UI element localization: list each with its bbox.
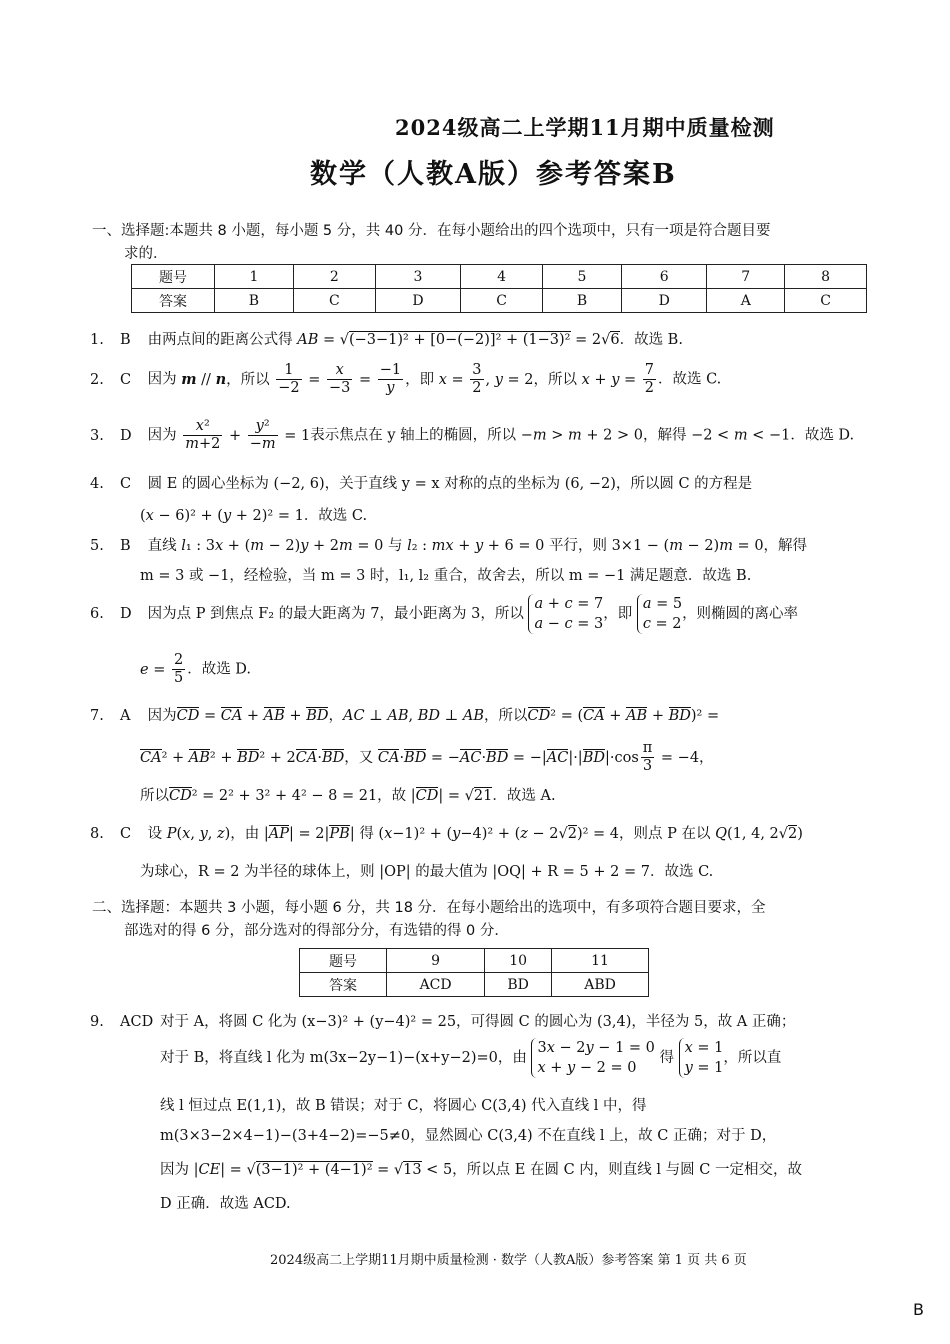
solution-6 bbox=[90, 594, 798, 634]
table-cell: 3 bbox=[375, 265, 460, 289]
question-answer: B bbox=[120, 538, 131, 554]
question-answer: C bbox=[120, 826, 132, 842]
solution-9-line4: m(3×3−2×4−1)−(3+4−2)=−5≠0，显然圆心 C(3,4) 不在直线 l 上，故 C 正确；对于 D， bbox=[160, 1128, 777, 1144]
solution-text: 圆 E 的圆心坐标为 (−2, 6)，关于直线 y = x 对称的点的坐标为 (6, −2)，所以圆 C 的方程是 bbox=[147, 476, 753, 492]
table-cell: ACD bbox=[387, 973, 485, 997]
table-cell: 10 bbox=[485, 949, 552, 973]
table-cell: 8 bbox=[785, 265, 867, 289]
solution-9-line5 bbox=[160, 1158, 802, 1179]
solution-text: ，即 bbox=[603, 606, 633, 622]
formula: CD = CA + AB + BD，AC ⊥ AB, BD ⊥ AB bbox=[176, 708, 485, 724]
question-number: 4. bbox=[90, 476, 104, 492]
solution-text: 表示焦点在 y 轴上的椭圆，所以 bbox=[310, 427, 517, 444]
answer-table-2-answer-row bbox=[300, 973, 649, 997]
table-header-answer: 答案 bbox=[132, 289, 215, 313]
document-title: 2024级高二上学期11月期中质量检测 bbox=[395, 115, 775, 140]
solution-3 bbox=[90, 418, 854, 453]
table-cell: 6 bbox=[621, 265, 706, 289]
solution-text: 设 bbox=[147, 826, 163, 842]
equation-system: 3x − 2y − 1 = 0 x + y − 2 = 0 bbox=[531, 1038, 654, 1078]
table-cell: B bbox=[543, 289, 622, 313]
section2-line2: 部选对的得 6 分，部分选对的得部分分，有选错的得 0 分． bbox=[124, 923, 509, 939]
question-answer: D bbox=[120, 606, 132, 622]
solution-end: ．故选 C. bbox=[303, 508, 368, 524]
solution-text: ，所以点 E 在圆 C 内，则直线 l 与圆 C 一定相交，故 bbox=[452, 1162, 802, 1178]
solution-text: ，则点 P 在以 bbox=[619, 826, 711, 842]
solution-text: 平行，则 bbox=[548, 538, 607, 554]
table-header-question: 题号 bbox=[300, 949, 387, 973]
answer-table-1-question-row bbox=[132, 265, 867, 289]
solution-8 bbox=[90, 822, 803, 843]
solution-text: 直线 bbox=[147, 538, 177, 554]
question-answer: D bbox=[120, 427, 132, 444]
solution-9-line2 bbox=[160, 1038, 781, 1078]
solution-text: 得 bbox=[659, 1050, 674, 1066]
formula: m // n，所以 $\frac{1}{-2}$ = $\frac{x}{-3}$ = $\frac{-1}{y}$ ，即 x = $\frac{3}{2}$ , y = 2，所以 x + y = $\frac{7}{2}$ bbox=[181, 362, 654, 396]
solution-7-line3 bbox=[140, 784, 556, 805]
table-cell: 7 bbox=[707, 265, 785, 289]
solution-7-line2 bbox=[140, 740, 714, 775]
solution-text: 因为点 P 到焦点 F₂ 的最大距离为 7，最小距离为 3，所以 bbox=[147, 606, 524, 622]
formula: −m > m + 2 > 0，解得 −2 < m < −1 bbox=[516, 427, 791, 444]
solution-9-line6: D 正确．故选 ACD. bbox=[160, 1196, 291, 1212]
answer-table-2-question-row bbox=[300, 949, 649, 973]
table-cell: D bbox=[375, 289, 460, 313]
answer-table-1-answer-row bbox=[132, 289, 867, 313]
solution-text: ，解得 bbox=[763, 538, 808, 554]
solution-7 bbox=[90, 704, 719, 725]
formula: P(x, y, z) bbox=[166, 826, 231, 842]
solution-text: ，则椭圆的离心率 bbox=[682, 606, 799, 622]
solution-9-line3: 线 l 恒过点 E(1,1)，故 B 错误；对于 C，将圆心 C(3,4) 代入直线 l 中，得 bbox=[160, 1098, 647, 1114]
question-number: 8. bbox=[90, 826, 104, 842]
answer-table-2 bbox=[299, 948, 649, 997]
formula: CD² = 2² + 3² + 4² − 8 = 21，故 |CD| = √21 bbox=[169, 788, 493, 804]
formula: (x − 6)² + (y + 2)² = 1 bbox=[140, 508, 304, 524]
table-cell: C bbox=[293, 289, 375, 313]
solution-text: 对于 A，将圆 C 化为 (x−3)² + (y−4)² = 25，可得圆 C 的圆心为 (3,4)，半径为 5，故 A 正确； bbox=[160, 1014, 796, 1030]
question-answer: A bbox=[120, 708, 131, 724]
table-cell: 11 bbox=[552, 949, 649, 973]
equation-system: a = 5 c = 2 bbox=[637, 594, 682, 634]
solution-2 bbox=[90, 362, 721, 397]
solution-5 bbox=[90, 534, 807, 555]
solution-text: 因为 bbox=[147, 371, 177, 388]
section2-line1: 二、选择题：本题共 3 小题，每小题 6 分，共 18 分．在每小题给出的选项中，有多项符合题目要求，全 bbox=[92, 900, 766, 916]
question-number: 1. bbox=[90, 332, 104, 348]
section1-heading bbox=[92, 220, 862, 266]
table-cell: D bbox=[621, 289, 706, 313]
solution-end: ．故选 C. bbox=[658, 371, 722, 388]
solution-4 bbox=[90, 472, 752, 493]
solution-text: 所以 bbox=[140, 788, 169, 804]
solution-text: 因为 bbox=[147, 708, 177, 724]
question-number: 3. bbox=[90, 427, 104, 444]
formula: CD² = (CA + AB + BD)² = bbox=[527, 708, 720, 724]
question-answer: B bbox=[120, 332, 131, 348]
table-header-question: 题号 bbox=[132, 265, 215, 289]
solution-8-cont: 为球心，R = 2 为半径的球体上，则 |OP| 的最大值为 |OQ| + R = 5 + 2 = 7．故选 C. bbox=[140, 864, 714, 880]
table-cell: A bbox=[707, 289, 785, 313]
table-cell: 2 bbox=[293, 265, 375, 289]
solution-6-cont bbox=[140, 652, 251, 687]
section1-line1: 一、选择题:本题共 8 小题，每小题 5 分，共 40 分．在每小题给出的四个选项中，只有一项是符合题目要 bbox=[92, 223, 771, 239]
solution-text: 因为 bbox=[160, 1162, 189, 1178]
question-number: 6. bbox=[90, 606, 104, 622]
question-answer: C bbox=[120, 476, 132, 492]
document-subtitle: 数学（人教A版）参考答案B bbox=[310, 159, 677, 190]
formula: Q(1, 4, 2√2) bbox=[715, 826, 803, 842]
table-cell: 1 bbox=[215, 265, 294, 289]
table-cell: C bbox=[461, 289, 543, 313]
table-cell: 9 bbox=[387, 949, 485, 973]
formula: l₁ : 3x + (m − 2)y + 2m = 0 与 l₂ : mx + y + 6 = 0 bbox=[181, 538, 549, 554]
corner-mark: B bbox=[913, 1300, 924, 1319]
formula: CA² + AB² + BD² + 2CA·BD，又 CA·BD = −AC·BD = −|AC|·|BD|·cos $\frac{\pi}{3}$ = −4， bbox=[140, 740, 714, 774]
formula: e = $\frac{2}{5}$ bbox=[140, 652, 184, 686]
solution-5-cont: m = 3 或 −1，经检验，当 m = 3 时，l₁, l₂ 重合，故舍去，所以 m = −1 满足题意．故选 B. bbox=[140, 568, 752, 584]
solution-9 bbox=[90, 1010, 795, 1031]
formula: AB = √(−3−1)² + [0−(−2)]² + (1−3)² = 2√6 bbox=[297, 332, 620, 348]
solution-text: ，所以直 bbox=[723, 1050, 782, 1066]
solution-text: ，所以 bbox=[484, 708, 528, 724]
table-cell: ABD bbox=[552, 973, 649, 997]
solution-4-cont bbox=[140, 504, 367, 525]
table-cell: 4 bbox=[461, 265, 543, 289]
page-footer: 2024级高二上学期11月期中质量检测 · 数学（人教A版）参考答案 第 1 页 共 6 页 bbox=[270, 1253, 747, 1268]
question-number: 7. bbox=[90, 708, 104, 724]
solution-text: 对于 B，将直线 l 化为 m(3x−2y−1)−(x+y−2)=0，由 bbox=[160, 1050, 527, 1066]
table-cell: B bbox=[215, 289, 294, 313]
formula: 3×1 − (m − 2)m = 0 bbox=[606, 538, 764, 554]
question-number: 5. bbox=[90, 538, 104, 554]
table-header-answer: 答案 bbox=[300, 973, 387, 997]
table-cell: C bbox=[785, 289, 867, 313]
question-number: 2. bbox=[90, 371, 104, 388]
section2-heading bbox=[92, 897, 862, 943]
solution-text: 由两点间的距离公式得 bbox=[147, 332, 293, 348]
equation-system: a + c = 7 a − c = 3 bbox=[528, 594, 603, 634]
question-answer: ACD bbox=[120, 1014, 154, 1030]
solution-text: ，由 bbox=[230, 826, 260, 842]
solution-text: 因为 bbox=[147, 427, 177, 444]
solution-1 bbox=[90, 328, 683, 349]
question-number: 9. bbox=[90, 1014, 104, 1030]
table-cell: 5 bbox=[543, 265, 622, 289]
answer-table-1 bbox=[131, 264, 867, 313]
section1-line2: 求的． bbox=[124, 246, 168, 262]
solution-end: ．故选 A. bbox=[492, 788, 556, 804]
table-cell: BD bbox=[485, 973, 552, 997]
solution-end: ．故选 D. bbox=[187, 661, 252, 678]
solution-end: ．故选 D. bbox=[790, 427, 855, 444]
equation-system: x = 1 y = 1 bbox=[679, 1038, 724, 1078]
question-answer: C bbox=[120, 371, 132, 388]
formula: |AP| = 2|PB| 得 (x−1)² + (y−4)² + (z − 2√2)² = 4 bbox=[259, 826, 620, 842]
formula: |CE| = √(3−1)² + (4−1)² = √13 < 5 bbox=[189, 1162, 453, 1178]
solution-end: ．故选 B. bbox=[619, 332, 683, 348]
formula: $\frac{\text{x²}}{m+2}$ + $\frac{\text{y²}}{-m}$ = 1 bbox=[185, 418, 311, 452]
